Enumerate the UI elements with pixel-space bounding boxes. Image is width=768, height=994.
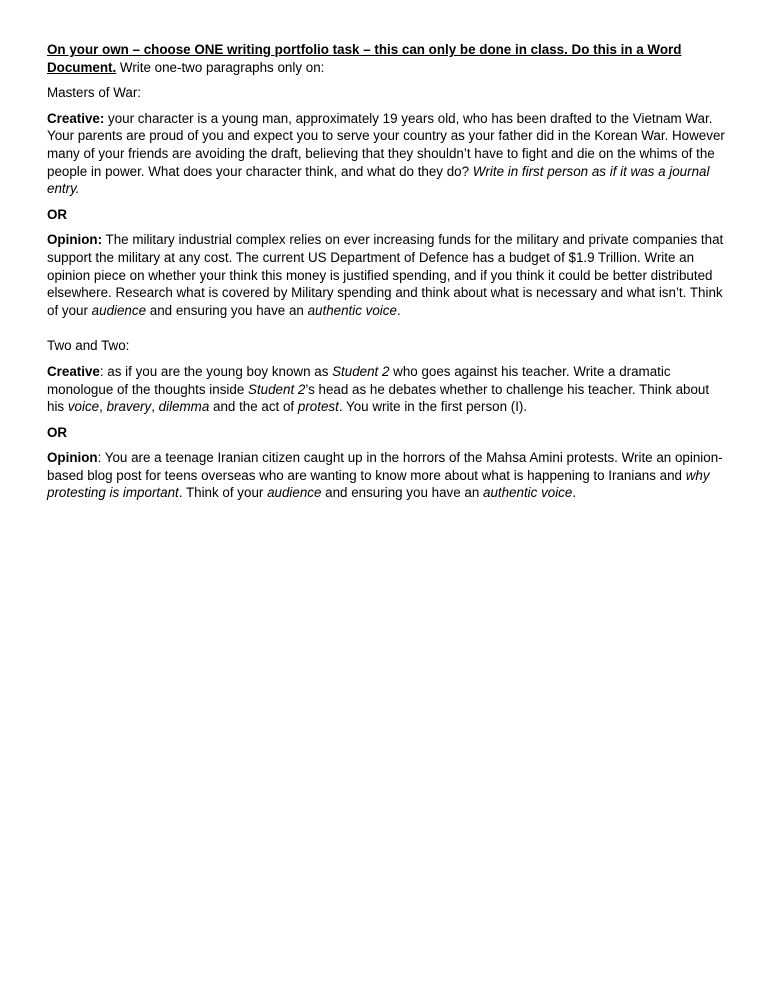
instruction-text: Write one-two paragraphs only on: [116, 59, 325, 75]
instruction-heading: On your own – choose ONE writing portfolio task – this can only be done in class. Do this in a Word Document. [47, 42, 682, 75]
document-page [47, 41, 727, 510]
instructions [47, 41, 727, 76]
or-divider: OR [47, 424, 68, 440]
or-divider: OR [47, 206, 68, 222]
section-title-masters-of-war: Masters of War: [47, 85, 141, 101]
two-and-two-opinion-task: Opinion: You are a teenage Iranian citizen caught up in the horrors of the Mahsa Amini protests. Write an opinion-based blog post for teens overseas who are wanting to know more about what is happening to Iranians and why protesting is important. Think of your audience and ensuring you have an authentic voice. [47, 450, 723, 501]
masters-creative-task: Creative: your character is a young man, approximately 19 years old, who has been drafted to the Vietnam War. Your parents are proud of you and expect you to serve your country as your father did in the Korean War. However many of your friends are avoiding the draft, believing that they shouldn’t have to fight and die on the whims of the people in power. What does your character think, and what do they do? Write in first person as if it was a journal entry. [47, 110, 725, 197]
section-title-two-and-two: Two and Two: [47, 338, 130, 354]
masters-opinion-task: Opinion: The military industrial complex relies on ever increasing funds for the military and private companies that support the military at any cost. The current US Department of Defence has a budget of $1.9 Trillion. Write an opinion piece on whether your think this money is justified spending, and if you think it could be better distributed elsewhere. Research what is covered by Military spending and think about what is necessary and what isn’t. Think of your audience and ensuring you have an authentic voice. [47, 232, 724, 318]
two-and-two-creative-task: Creative: as if you are the young boy known as Student 2 who goes against his teacher. Write a dramatic monologue of the thoughts inside Student 2’s head as he debates whether to challenge his teacher. Think about his voice, bravery, dilemma and the act of protest. You write in the first person (I). [47, 363, 710, 415]
